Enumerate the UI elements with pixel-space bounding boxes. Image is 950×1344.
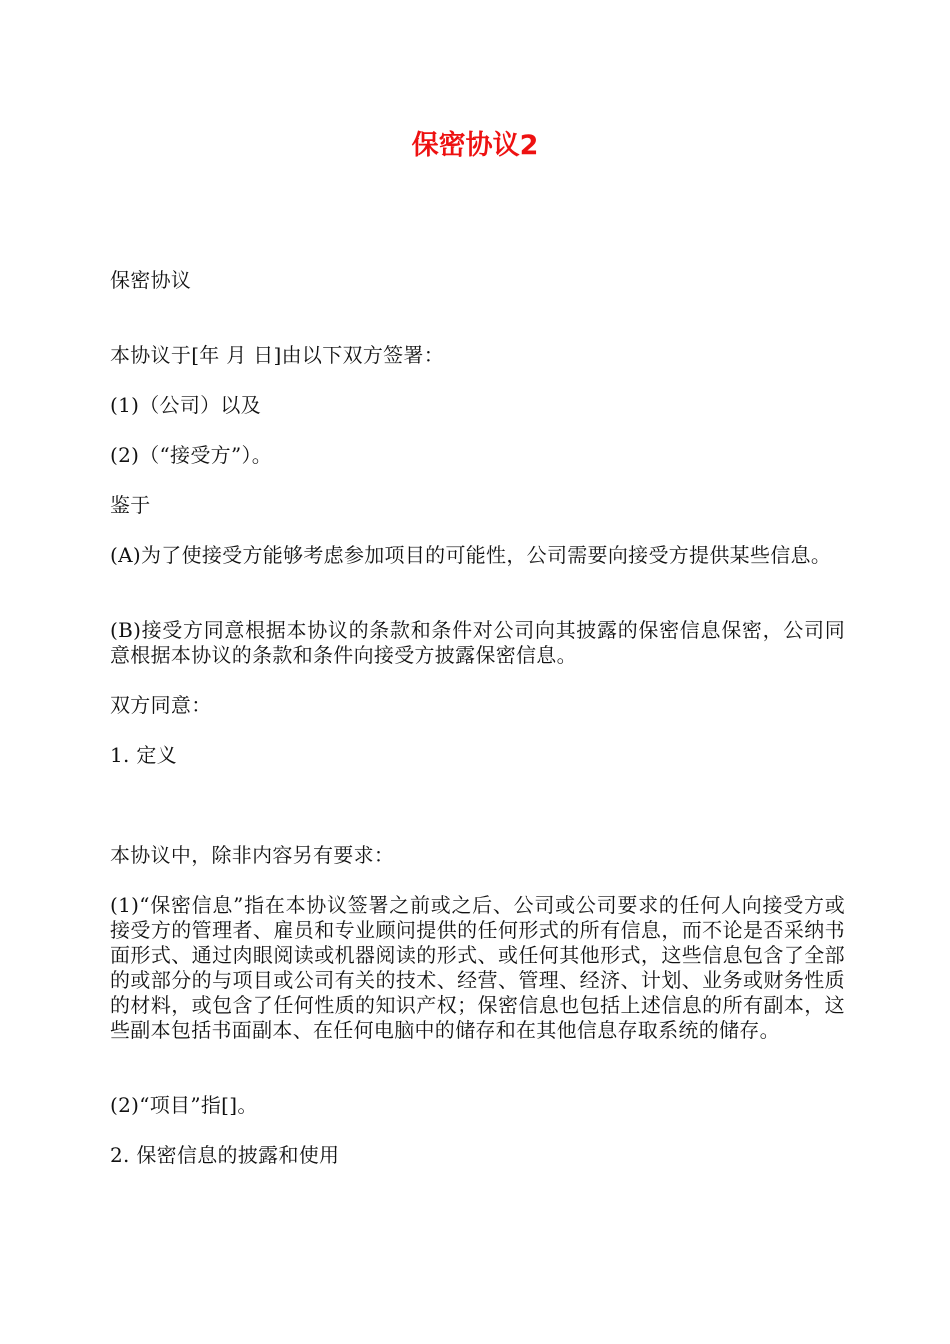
whereas-heading: 鉴于 (110, 493, 151, 517)
definitions-intro: 本协议中，除非内容另有要求： (110, 843, 395, 867)
signing-statement: 本协议于[年 月 日]由以下双方签署： (110, 343, 445, 367)
heading-agreement: 保密协议 (110, 268, 192, 292)
section-1-heading: 1. 定义 (110, 743, 177, 767)
section-2-heading: 2. 保密信息的披露和使用 (110, 1143, 340, 1167)
party-company: (1)（公司）以及 (110, 393, 262, 417)
parties-agree: 双方同意： (110, 693, 212, 717)
recital-b: (B)接受方同意根据本协议的条款和条件对公司向其披露的保密信息保密，公司同意根据本协议的条款和条件向接受方披露保密信息。 (110, 618, 845, 667)
party-recipient: (2)（“接受方”）。 (110, 443, 273, 467)
recital-a: (A)为了使接受方能够考虑参加项目的可能性，公司需要向接受方提供某些信息。 (110, 543, 832, 567)
definition-confidential-info: (1)“保密信息”指在本协议签署之前或之后、公司或公司要求的任何人向接受方或接受方的管理者、雇员和专业顾问提供的任何形式的所有信息，而不论是否采纳书面形式、通过肉眼阅读或机器阅读的形式、或任何其他形式，这些信息包含了全部的或部分的与项目或公司有关的技术、经营、管理、经济、计划、业务或财务性质的材料，或包含了任何性质的知识产权；保密信息也包括上述信息的所有副本，这些副本包括书面副本、在任何电脑中的储存和在其他信息存取系统的储存。 (110, 893, 845, 1042)
definition-project: (2)“项目”指[]。 (110, 1093, 258, 1117)
document-title: 保密协议2 (411, 130, 539, 161)
